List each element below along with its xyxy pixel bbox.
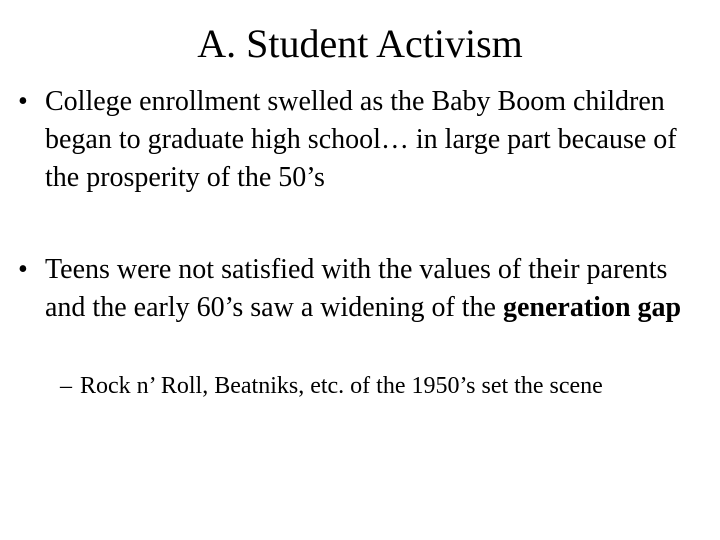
bullet-marker: • (18, 254, 28, 285)
bullet-marker: • (18, 86, 28, 117)
bullet-text: College enrollment swelled as the Baby Boom children began to graduate high school… in large part because of the prosperity of the 50’s (45, 86, 677, 193)
bullet-text-container (45, 251, 698, 327)
sub-bullet-rock-n-roll (60, 370, 710, 402)
slide-title: A. Student Activism (197, 21, 523, 66)
bullet-emphasis: generation gap (502, 292, 682, 323)
bullet-generation-gap (18, 251, 698, 327)
sub-bullet-text: Rock n’ Roll, Beatniks, etc. of the 1950’s set the scene (80, 373, 603, 399)
bullet-college-enrollment (18, 83, 698, 197)
sub-bullet-marker: – (60, 373, 72, 399)
bullet-text: Teens were not satisfied with the values of their parents and the early 60’s saw a widening of the (45, 254, 668, 323)
